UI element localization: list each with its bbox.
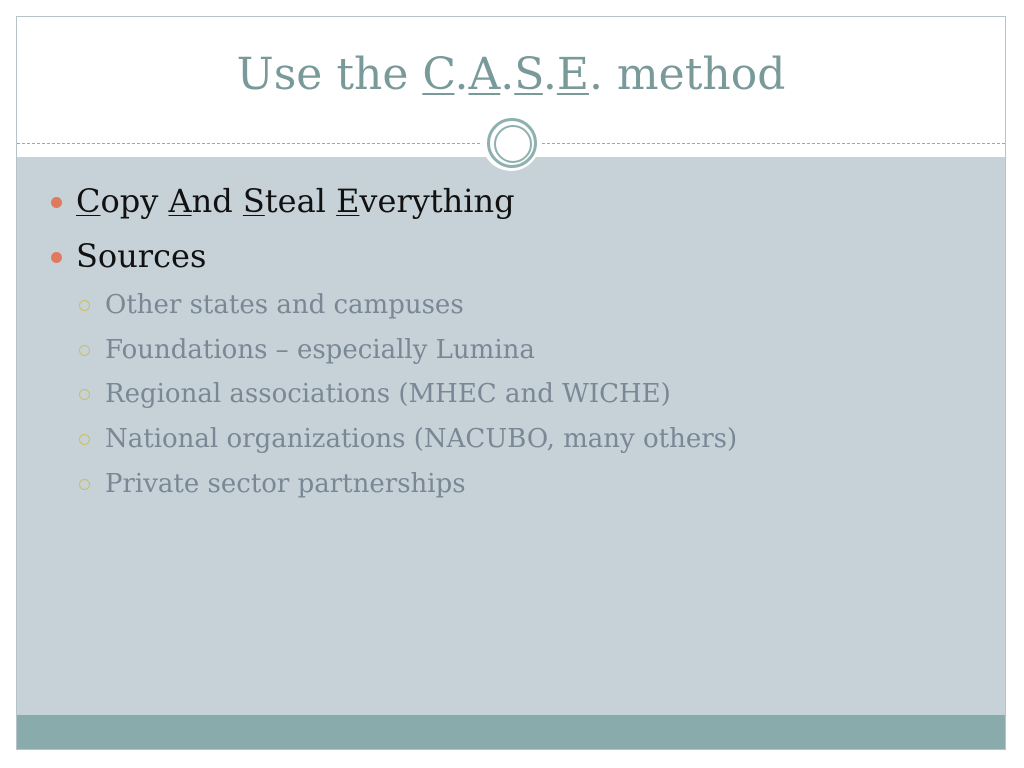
slide (16, 16, 1006, 750)
ornament-inner-circle (494, 125, 532, 163)
title-letter-e: E (556, 49, 589, 100)
sub-bullet-text: Private sector partnerships (105, 469, 466, 499)
bullet-dot-icon (51, 252, 62, 263)
sub-bullet-text: Other states and campuses (105, 290, 464, 320)
title-letter-a: A (468, 49, 501, 100)
sub-bullet-ring-icon (79, 434, 90, 445)
footer-bar (17, 715, 1005, 749)
bullet-text: Sources (76, 237, 207, 275)
title-letter-c: C (422, 49, 455, 100)
bullet-text: Copy And Steal Everything (76, 182, 515, 220)
sub-bullet-text: Regional associations (MHEC and WICHE) (105, 379, 671, 409)
sub-bullet-ring-icon (79, 300, 90, 311)
slide-title: Use the C.A.S.E. method (236, 49, 786, 100)
sub-bullet-ring-icon (79, 389, 90, 400)
bullet-dot-icon (51, 197, 62, 208)
title-letter-s: S (514, 49, 543, 100)
sub-bullet-text: Foundations – especially Lumina (105, 335, 535, 365)
sub-bullet-ring-icon (79, 345, 90, 356)
sub-bullet-text: National organizations (NACUBO, many others) (105, 424, 738, 454)
sub-bullet-ring-icon (79, 479, 90, 490)
